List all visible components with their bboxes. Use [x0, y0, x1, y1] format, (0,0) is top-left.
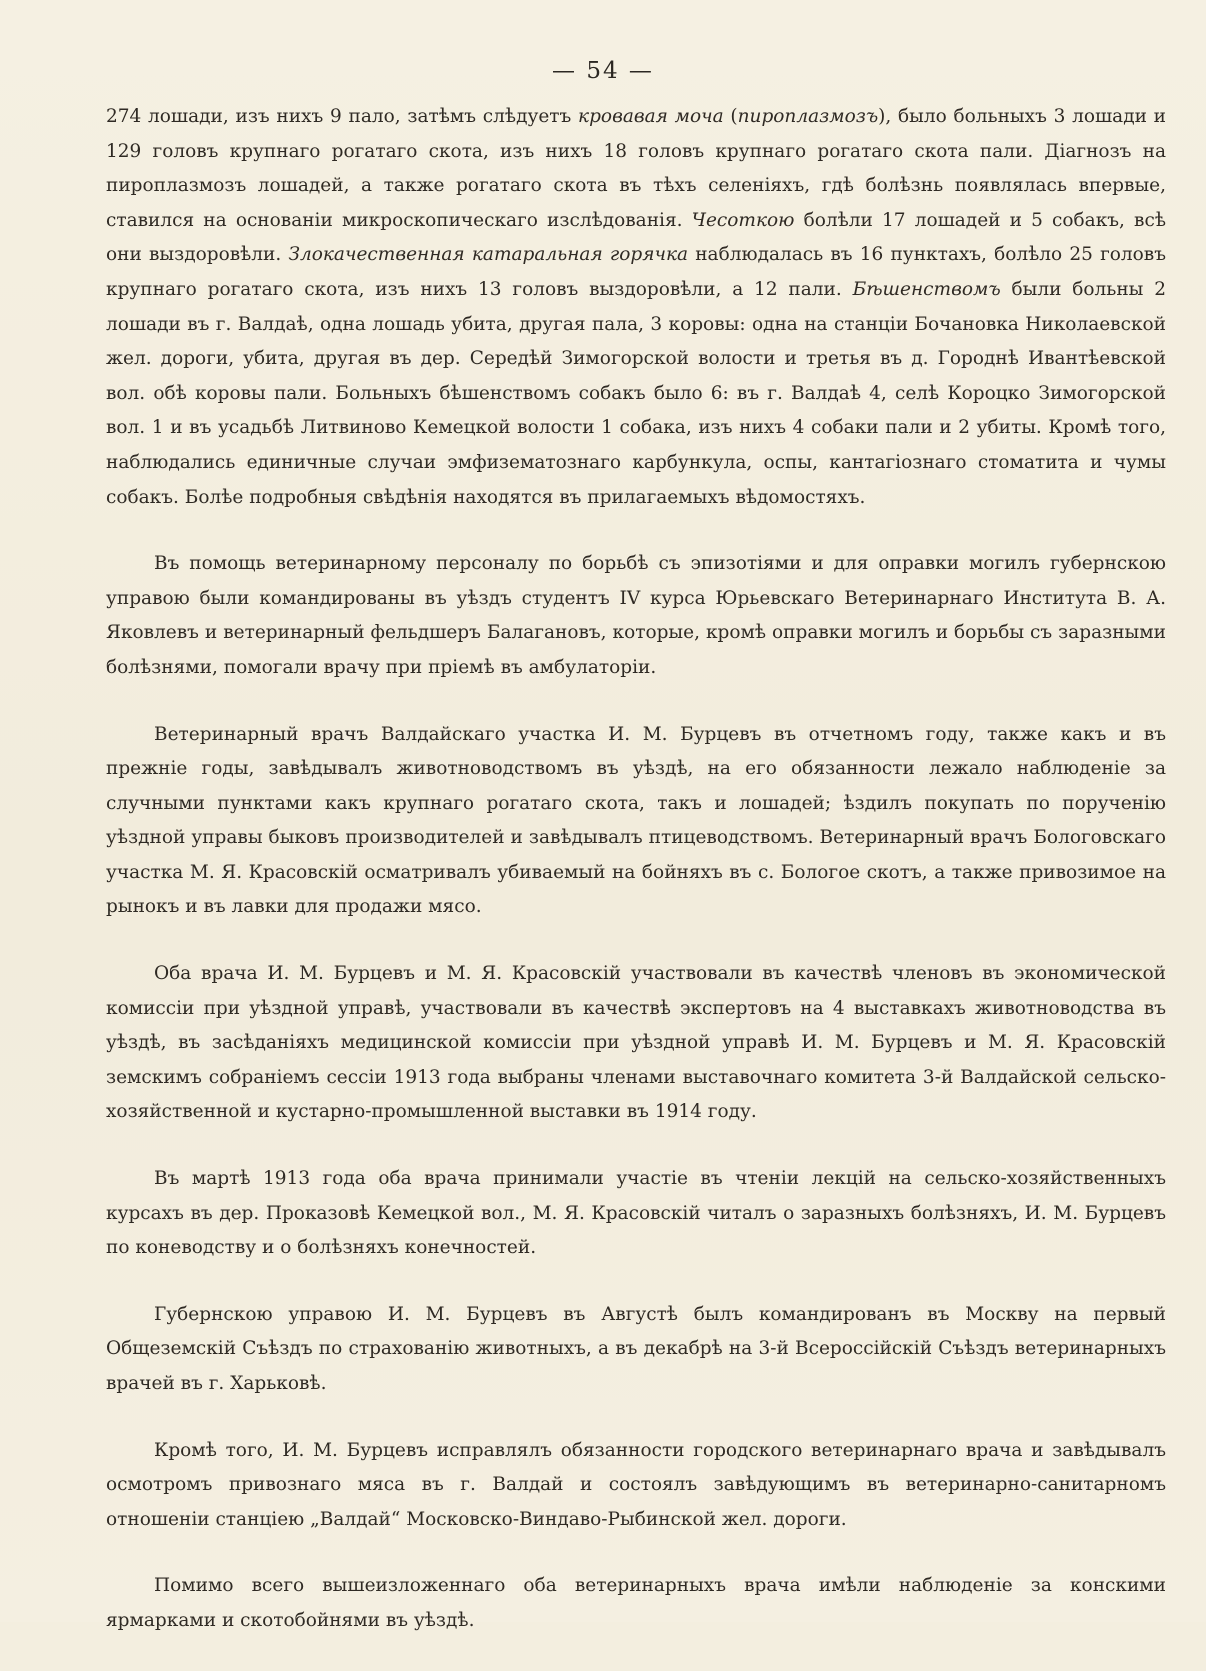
paragraph — [106, 100, 1166, 515]
text-run: Въ помощь ветеринарному персоналу по борьбѣ съ эпизотіями и для оправки могилъ губернскою управою были командированы въ уѣздъ студентъ IV курса Юрьевскаго Ветеринарнаго Института В. А. Яковлевъ и ветеринарный фельдшеръ Балагановъ, которые, кромѣ оправки могилъ и борьбы съ заразными болѣзнями, помогали врачу при пріемѣ въ амбулаторіи. — [106, 553, 1166, 678]
text-run: ( — [723, 106, 738, 127]
text-run: ), было больныхъ 3 лошади и 129 головъ крупнаго рогатаго скота, изъ нихъ 18 головъ крупнаго рогатаго скота пали. Діагнозъ на пироплазмозъ лошадей, а также рогатаго скота въ тѣхъ селеніяхъ, гдѣ болѣзнь появлялась впервые, ставился на основаніи микроскопическаго изслѣдованія. — [106, 106, 1166, 231]
text-run: Ветеринарный врачъ Валдайскаго участка И. М. Бурцевъ въ отчетномъ году, также какъ и въ прежніе годы, завѣдывалъ животноводствомъ въ уѣздѣ, на его обязанности лежало наблюденіе за случными пунктами какъ крупнаго рогатаго скота, такъ и лошадей; ѣздилъ покупать по порученію уѣздной управы быковъ производителей и завѣдывалъ птицеводствомъ. Ветеринарный врачъ Бологовскаго участка М. Я. Красовскій осматривалъ убиваемый на бойняхъ въ с. Бологое скотъ, а также привозимое на рынокъ и въ лавки для продажи мясо. — [106, 723, 1166, 918]
text-run: наблюдалась въ 16 пунктахъ, болѣло 25 головъ крупнаго рогатаго скота, изъ нихъ 13 головъ выздоровѣли, а 12 пали. — [106, 244, 1166, 300]
text-run: болѣли 17 лошадей и 5 собакъ, всѣ они выздоровѣли. — [106, 209, 1166, 266]
paragraph — [106, 957, 1166, 1130]
text-run: Помимо всего вышеизложеннаго оба ветеринарныхъ врача имѣли наблюденіе за конскими ярмарками и скотобойнями въ уѣздѣ. — [106, 1575, 1166, 1631]
text-run: Губернскою управою И. М. Бурцевъ въ Августѣ былъ командированъ въ Москву на первый Общеземскій Съѣздъ по страхованію животныхъ, а въ декабрѣ на 3-й Всероссійскій Съѣздъ ветеринарныхъ врачей въ г. Харьковѣ. — [106, 1303, 1166, 1394]
text-run: Въ мартѣ 1913 года оба врача принимали участіе въ чтеніи лекцій на сельско-хозяйственныхъ курсахъ въ дер. Проказовѣ Кемецкой вол., М. Я. Красовскій читалъ о заразныхъ болѣзняхъ, И. М. Бурцевъ по коневодству и о болѣзняхъ конечностей. — [106, 1168, 1166, 1259]
italic-term: кровавая моча — [578, 106, 724, 127]
text-run: были больны 2 лошади въ г. Валдаѣ, одна лошадь убита, другая пала, 3 коровы: одна на станціи Бочановка Николаевской жел. дороги, убита, другая въ дер. Середѣй Зимогорской волости и третья въ д. Городнѣ Ивантѣевской вол. обѣ коровы пали. Больныхъ бѣшенствомъ собакъ было 6: въ г. Валдаѣ 4, селѣ Короцко Зимогорской вол. 1 и въ усадьбѣ Литвиново Кемецкой волости 1 собака, изъ нихъ 4 собаки пали и 2 убиты. Кромѣ того, наблюдались единичные случаи эмфизематознаго карбункула, оспы, кантагіознаго стоматита и чумы собакъ. Болѣе подробныя свѣдѣнія находятся въ прилагаемыхъ вѣдомостяхъ. — [106, 278, 1167, 508]
page-number: — 54 — — [552, 58, 654, 84]
paragraph — [106, 718, 1166, 926]
italic-term: Бѣшенствомъ — [852, 278, 1001, 300]
paragraph — [106, 1569, 1166, 1638]
italic-term: Чесоткою — [691, 209, 795, 231]
text-run: Кромѣ того, И. М. Бурцевъ исправлялъ обязанности городского ветеринарнаго врача и завѣдывалъ осмотромъ привознаго мяса въ г. Валдай и состоялъ завѣдующимъ въ ветеринарно-санитарномъ отношеніи станціею „Валдай“ Московско-Виндаво-Рыбинской жел. дороги. — [106, 1439, 1166, 1530]
italic-term: пироплазмозъ — [737, 106, 879, 127]
paragraph — [106, 1434, 1166, 1538]
paragraph — [106, 547, 1166, 685]
text-run: 274 лошади, изъ нихъ 9 пало, затѣмъ слѣдуетъ — [106, 106, 579, 127]
body-text — [106, 100, 1166, 1671]
paragraph — [106, 1298, 1166, 1402]
paragraph — [106, 1162, 1166, 1266]
italic-term: Злокачественная катаральная горячка — [288, 244, 689, 266]
text-run: Оба врача И. М. Бурцевъ и М. Я. Красовскій участвовали въ качествѣ членовъ въ экономической комиссіи при уѣздной управѣ, участвовали въ качествѣ экспертовъ на 4 выставкахъ животноводства въ уѣздѣ, въ засѣданіяхъ медицинской комиссіи при уѣздной управѣ И. М. Бурцевъ и М. Я. Красовскій земскимъ собраніемъ сессіи 1913 года выбраны членами выставочнаго комитета 3-й Валдайской сельско-хозяйственной и кустарно-промышленной выставки въ 1914 году. — [106, 963, 1166, 1123]
